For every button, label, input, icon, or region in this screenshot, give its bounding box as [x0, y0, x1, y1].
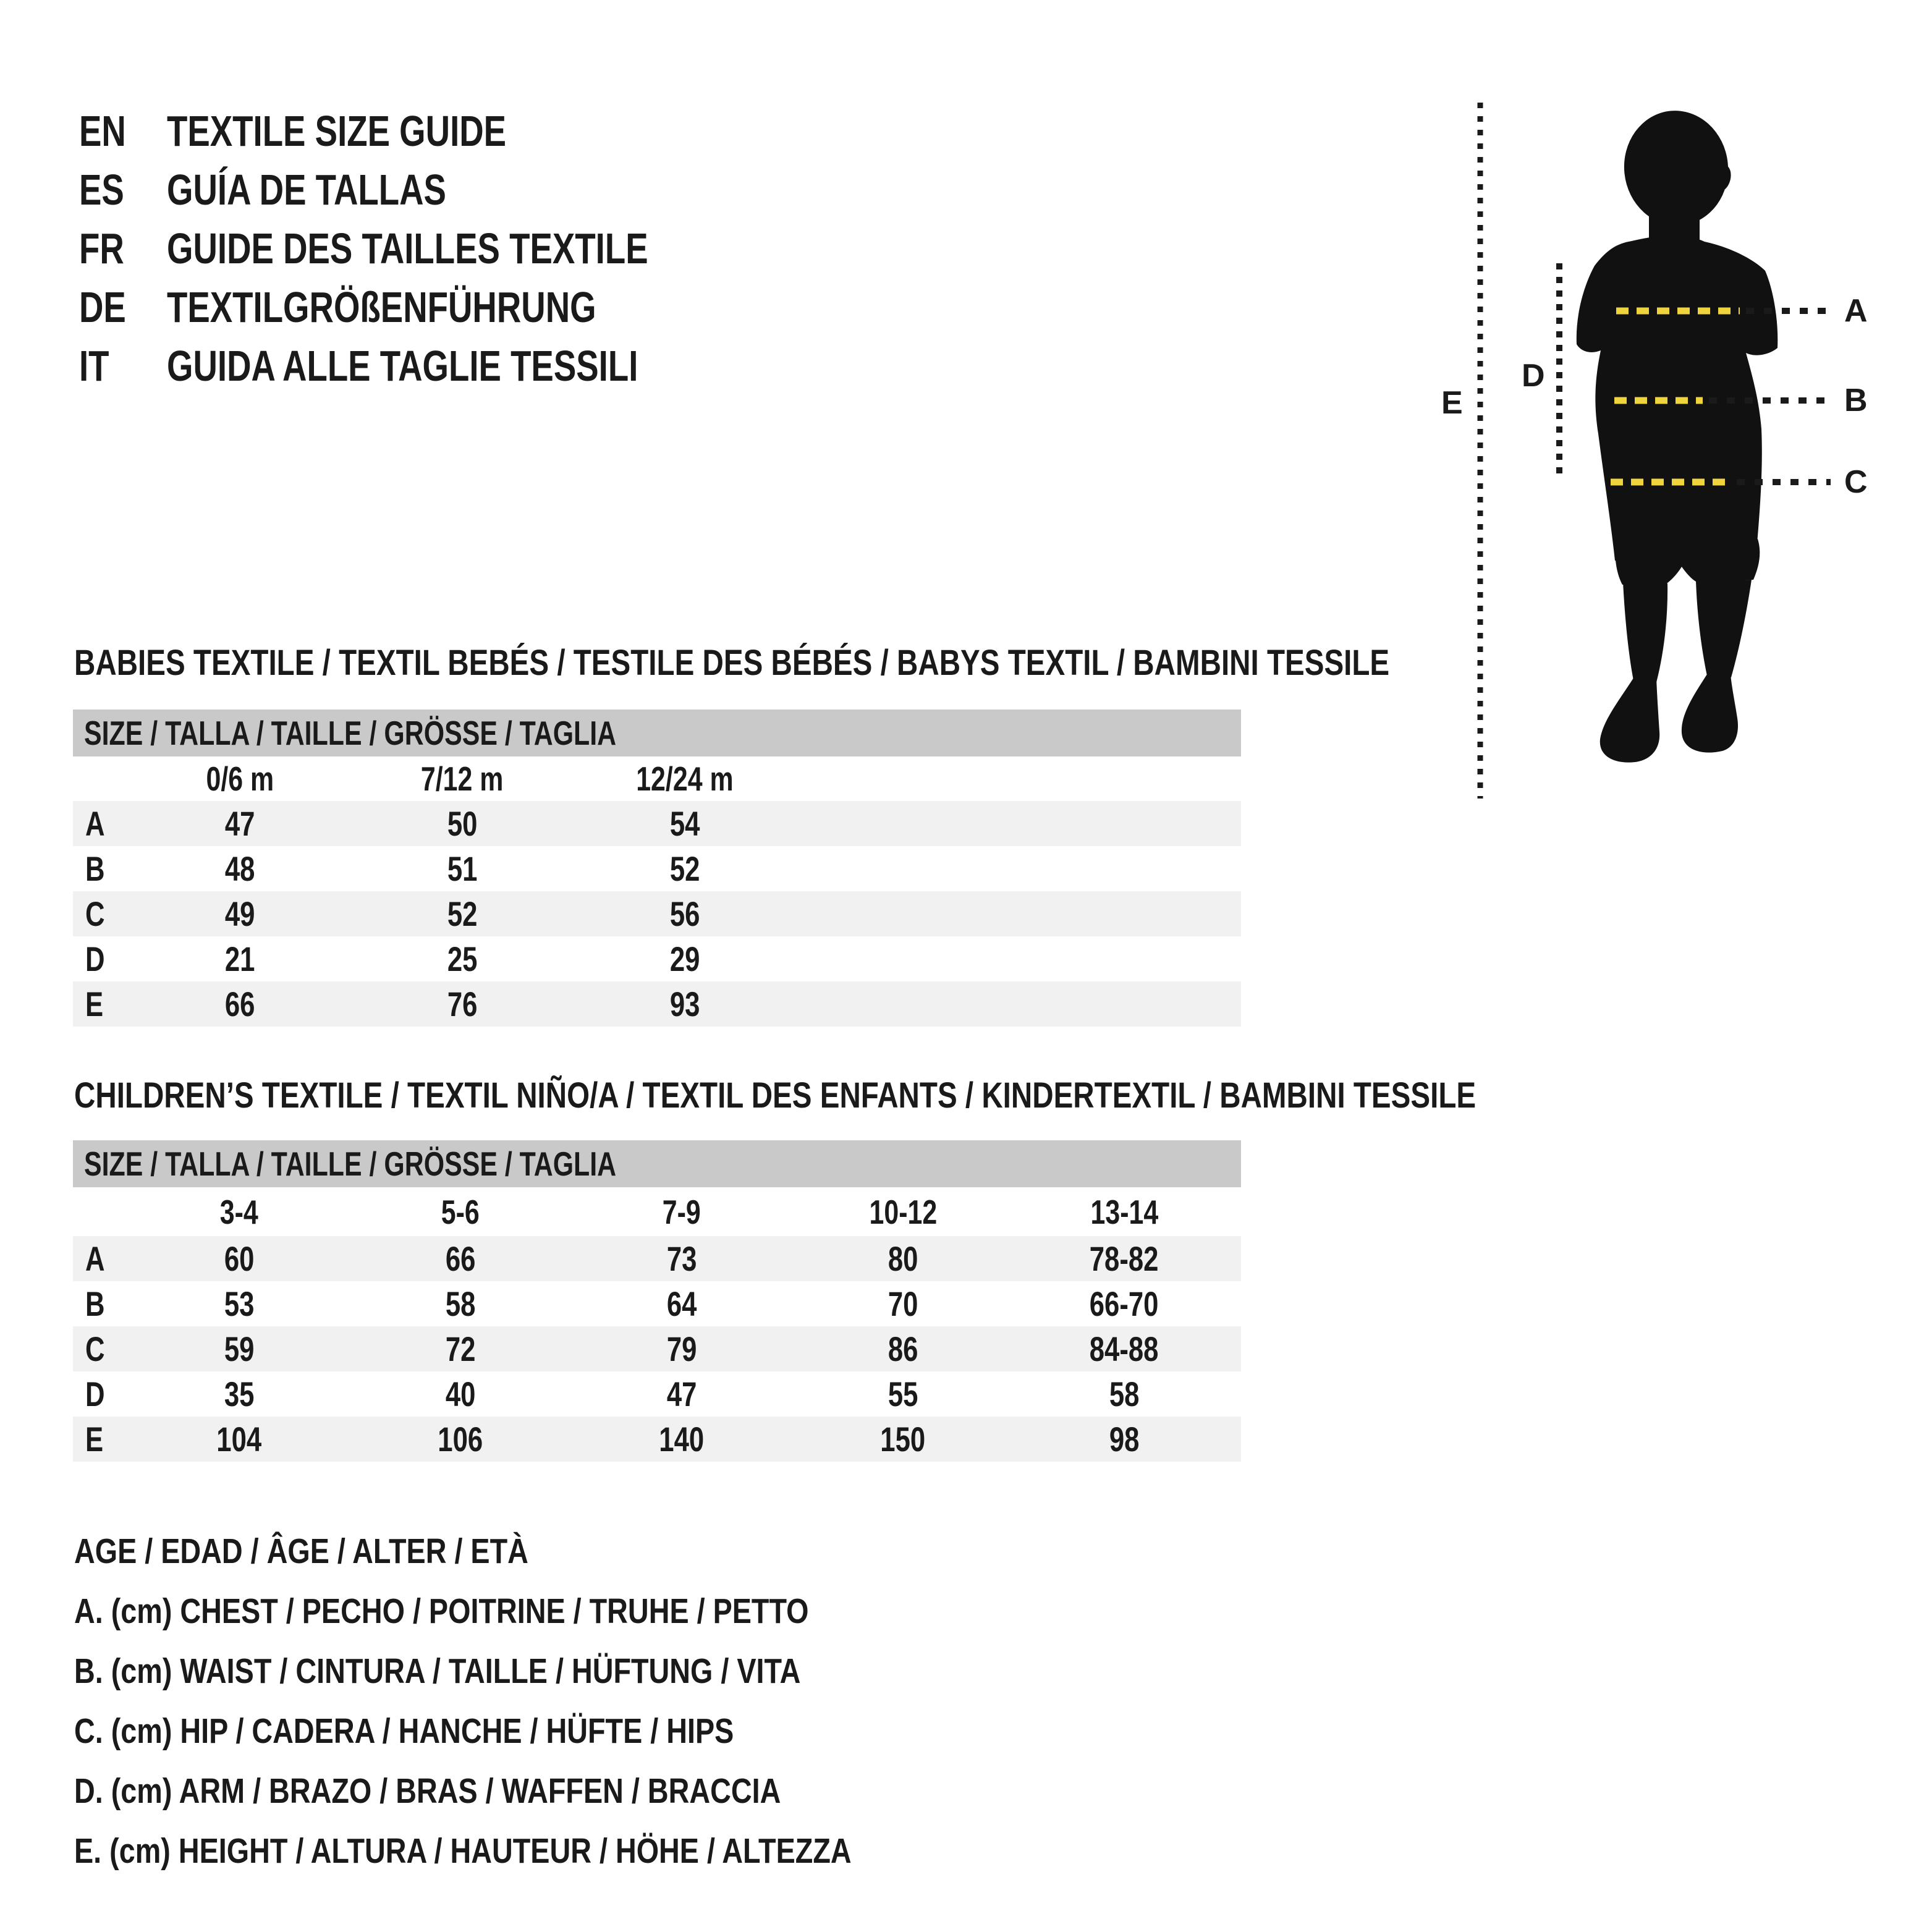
measure-label-c: C: [1844, 464, 1868, 500]
babies-heading-text: BABIES TEXTILE / TEXTIL BEBÉS / TESTILE DES BÉBÉS / BABYS TEXTIL / BAMBINI TESSILE: [74, 643, 1390, 683]
column-header-text: 7-9: [662, 1192, 701, 1231]
value-cell: [1014, 1374, 1235, 1414]
value-text: 52: [447, 894, 478, 933]
row-label-text: D: [85, 1375, 105, 1413]
row-label-cell: [73, 984, 129, 1024]
row-label-text: B: [85, 849, 105, 888]
value-cell: [129, 894, 351, 934]
row-label-text: E: [85, 1420, 104, 1459]
value-cell: [571, 1374, 792, 1414]
row-label-text: C: [85, 894, 105, 933]
babies-section-heading: [74, 644, 1678, 682]
column-header-text: 0/6 m: [206, 760, 274, 798]
measurement-diagram: [1434, 99, 1866, 803]
row-label-cell: [73, 1419, 129, 1459]
value-text: 104: [216, 1420, 262, 1459]
lang-code-it: [79, 341, 117, 391]
row-label-cell: [73, 894, 129, 934]
legend-line-hip: [74, 1701, 1022, 1761]
value-text: 60: [224, 1239, 255, 1278]
column-header-text: 5-6: [441, 1192, 480, 1231]
legend-line-height: [74, 1821, 1022, 1881]
legend-text: C. (cm) HIP / CADERA / HANCHE / HÜFTE / HIPS: [74, 1711, 734, 1751]
column-header: [792, 1192, 1014, 1232]
value-text: 86: [888, 1329, 918, 1368]
children-section-heading: [74, 1077, 1784, 1115]
value-text: 51: [447, 849, 478, 888]
row-label-text: A: [85, 804, 105, 843]
value-text: 47: [224, 804, 255, 843]
lang-title-it: [167, 341, 771, 391]
column-header: [571, 1192, 792, 1232]
lang-code-fr: [79, 224, 137, 273]
value-text: 40: [445, 1375, 476, 1413]
table-row: [73, 846, 1241, 891]
value-cell: [129, 803, 351, 844]
children-heading-text: CHILDREN’S TEXTILE / TEXTIL NIÑO/A / TEXTIL DES ENFANTS / KINDERTEXTIL / BAMBINI TESSILE: [74, 1075, 1477, 1116]
value-text: 58: [1109, 1375, 1140, 1413]
value-cell: [571, 1239, 792, 1279]
row-label-cell: [73, 849, 129, 889]
value-text: 80: [888, 1239, 918, 1278]
value-cell: [129, 1329, 350, 1369]
column-header: [1014, 1192, 1235, 1232]
column-header-text: 10-12: [869, 1192, 937, 1231]
row-label-cell: [73, 1239, 129, 1279]
row-label-text: E: [85, 985, 104, 1023]
babies-table-header-bar: [73, 710, 1241, 756]
value-cell: [792, 1284, 1014, 1324]
column-header: [350, 1192, 571, 1232]
value-text: 140: [659, 1420, 705, 1459]
lang-title-text: GUIDA ALLE TAGLIE TESSILI: [167, 342, 638, 390]
row-label-cell: [73, 803, 129, 844]
measure-label-b: B: [1844, 383, 1868, 418]
value-cell: [129, 849, 351, 889]
lang-code-text: ES: [79, 166, 124, 214]
column-header-text: 12/24 m: [636, 760, 734, 798]
value-text: 54: [669, 804, 700, 843]
size-header-text: SIZE / TALLA / TAILLE / GRÖSSE / TAGLIA: [84, 714, 617, 752]
value-cell: [1014, 1329, 1235, 1369]
value-text: 52: [669, 849, 700, 888]
value-text: 47: [666, 1375, 697, 1413]
lang-code-text: DE: [79, 283, 126, 331]
value-cell: [574, 894, 796, 934]
column-header: [129, 1192, 350, 1232]
value-text: 29: [669, 939, 700, 978]
legend-text: A. (cm) CHEST / PECHO / POITRINE / TRUHE / PETTO: [74, 1591, 809, 1631]
legend-line-arm: [74, 1761, 1022, 1821]
lang-title-text: TEXTILE SIZE GUIDE: [167, 107, 507, 155]
value-cell: [129, 1284, 350, 1324]
legend-text: AGE / EDAD / ÂGE / ALTER / ETÀ: [74, 1532, 528, 1571]
value-text: 78-82: [1090, 1239, 1159, 1278]
value-cell: [571, 1284, 792, 1324]
lang-title-text: TEXTILGRÖßENFÜHRUNG: [167, 283, 596, 331]
measure-label-e: E: [1441, 385, 1463, 421]
lang-title-text: GUÍA DE TALLAS: [167, 166, 446, 214]
column-header-text: 13-14: [1090, 1192, 1158, 1231]
value-cell: [574, 803, 796, 844]
value-cell: [129, 1239, 350, 1279]
table-row: [73, 1417, 1241, 1462]
legend-line-age: [74, 1522, 1022, 1582]
front-shoe-shape: [1600, 678, 1659, 763]
value-cell: [351, 939, 574, 979]
value-cell: [571, 1419, 792, 1459]
value-text: 21: [224, 939, 255, 978]
lang-title-text: GUIDE DES TAILLES TEXTILE: [167, 224, 648, 273]
value-text: 72: [445, 1329, 476, 1368]
value-text: 55: [888, 1375, 918, 1413]
column-header: [574, 759, 796, 799]
table-row: [73, 801, 1241, 846]
value-text: 79: [666, 1329, 697, 1368]
size-header-text: SIZE / TALLA / TAILLE / GRÖSSE / TAGLIA: [84, 1145, 617, 1183]
value-cell: [129, 1374, 350, 1414]
value-text: 84-88: [1090, 1329, 1159, 1368]
row-label-cell: [73, 1329, 129, 1369]
lang-code-es: [79, 165, 137, 214]
value-text: 48: [224, 849, 255, 888]
value-cell: [574, 984, 796, 1024]
babies-size-table: [73, 710, 1241, 1027]
value-text: 25: [447, 939, 478, 978]
shorts-shape: [1616, 539, 1760, 585]
row-label-cell: [73, 1374, 129, 1414]
value-cell: [351, 894, 574, 934]
value-cell: [792, 1329, 1014, 1369]
value-cell: [350, 1239, 571, 1279]
back-leg-shape: [1696, 580, 1752, 679]
column-header-text: 7/12 m: [421, 760, 504, 798]
value-text: 106: [438, 1420, 483, 1459]
value-text: 58: [445, 1284, 476, 1323]
value-cell: [574, 939, 796, 979]
legend-text: D. (cm) ARM / BRAZO / BRAS / WAFFEN / BRACCIA: [74, 1771, 781, 1811]
value-text: 66-70: [1090, 1284, 1159, 1323]
value-cell: [574, 849, 796, 889]
lang-code-en: [79, 106, 139, 156]
value-text: 53: [224, 1284, 255, 1323]
value-text: 49: [224, 894, 255, 933]
child-silhouette-diagram: [1434, 99, 1866, 803]
value-cell: [1014, 1419, 1235, 1459]
lang-code-de: [79, 282, 139, 332]
row-label-text: A: [85, 1239, 105, 1278]
value-cell: [792, 1239, 1014, 1279]
value-text: 50: [447, 804, 478, 843]
lang-title-de: [167, 282, 718, 332]
children-table-header-bar: [73, 1140, 1241, 1187]
table-row: [73, 1236, 1241, 1281]
value-cell: [351, 984, 574, 1024]
table-row: [73, 1326, 1241, 1371]
value-text: 56: [669, 894, 700, 933]
table-row: [73, 1281, 1241, 1326]
children-size-table: [73, 1140, 1241, 1462]
column-header-text: 3-4: [219, 1192, 259, 1231]
lang-code-text: IT: [79, 342, 109, 390]
row-label-text: B: [85, 1284, 105, 1323]
legend-text: E. (cm) HEIGHT / ALTURA / HAUTEUR / HÖHE / ALTEZZA: [74, 1831, 852, 1871]
children-column-header-row: [73, 1187, 1241, 1236]
value-text: 150: [880, 1420, 926, 1459]
value-cell: [350, 1284, 571, 1324]
lang-title-en: [167, 106, 602, 156]
legend-line-waist: [74, 1642, 1022, 1701]
value-cell: [351, 849, 574, 889]
row-label-cell: [73, 1284, 129, 1324]
value-text: 66: [224, 985, 255, 1023]
value-cell: [350, 1419, 571, 1459]
value-text: 76: [447, 985, 478, 1023]
value-cell: [350, 1329, 571, 1369]
column-header: [351, 759, 574, 799]
babies-column-header-row: [73, 756, 1241, 801]
value-cell: [129, 984, 351, 1024]
value-cell: [351, 803, 574, 844]
value-cell: [571, 1329, 792, 1369]
value-cell: [129, 1419, 350, 1459]
legend-line-chest: [74, 1582, 1022, 1642]
column-header: [129, 759, 351, 799]
legend-text: B. (cm) WAIST / CINTURA / TAILLE / HÜFTUNG / VITA: [74, 1651, 801, 1691]
table-row: [73, 981, 1241, 1027]
table-row: [73, 936, 1241, 981]
table-row: [73, 1371, 1241, 1417]
value-text: 70: [888, 1284, 918, 1323]
row-label-text: C: [85, 1329, 105, 1368]
value-text: 66: [445, 1239, 476, 1278]
table-row: [73, 891, 1241, 936]
lang-code-text: FR: [79, 224, 124, 273]
value-cell: [129, 939, 351, 979]
value-cell: [1014, 1239, 1235, 1279]
measure-label-a: A: [1844, 293, 1868, 329]
value-text: 93: [669, 985, 700, 1023]
measurement-legend: [74, 1522, 1022, 1881]
value-text: 35: [224, 1375, 255, 1413]
value-text: 64: [666, 1284, 697, 1323]
value-cell: [792, 1419, 1014, 1459]
value-cell: [792, 1374, 1014, 1414]
value-text: 59: [224, 1329, 255, 1368]
lang-title-es: [167, 165, 525, 214]
value-cell: [1014, 1284, 1235, 1324]
row-label-cell: [73, 939, 129, 979]
back-shoe-shape: [1682, 674, 1738, 753]
measure-label-d: D: [1522, 358, 1545, 394]
lang-title-fr: [167, 224, 784, 273]
row-label-text: D: [85, 939, 105, 978]
lang-code-text: EN: [79, 107, 126, 155]
value-text: 98: [1109, 1420, 1140, 1459]
value-text: 73: [666, 1239, 697, 1278]
value-cell: [350, 1374, 571, 1414]
